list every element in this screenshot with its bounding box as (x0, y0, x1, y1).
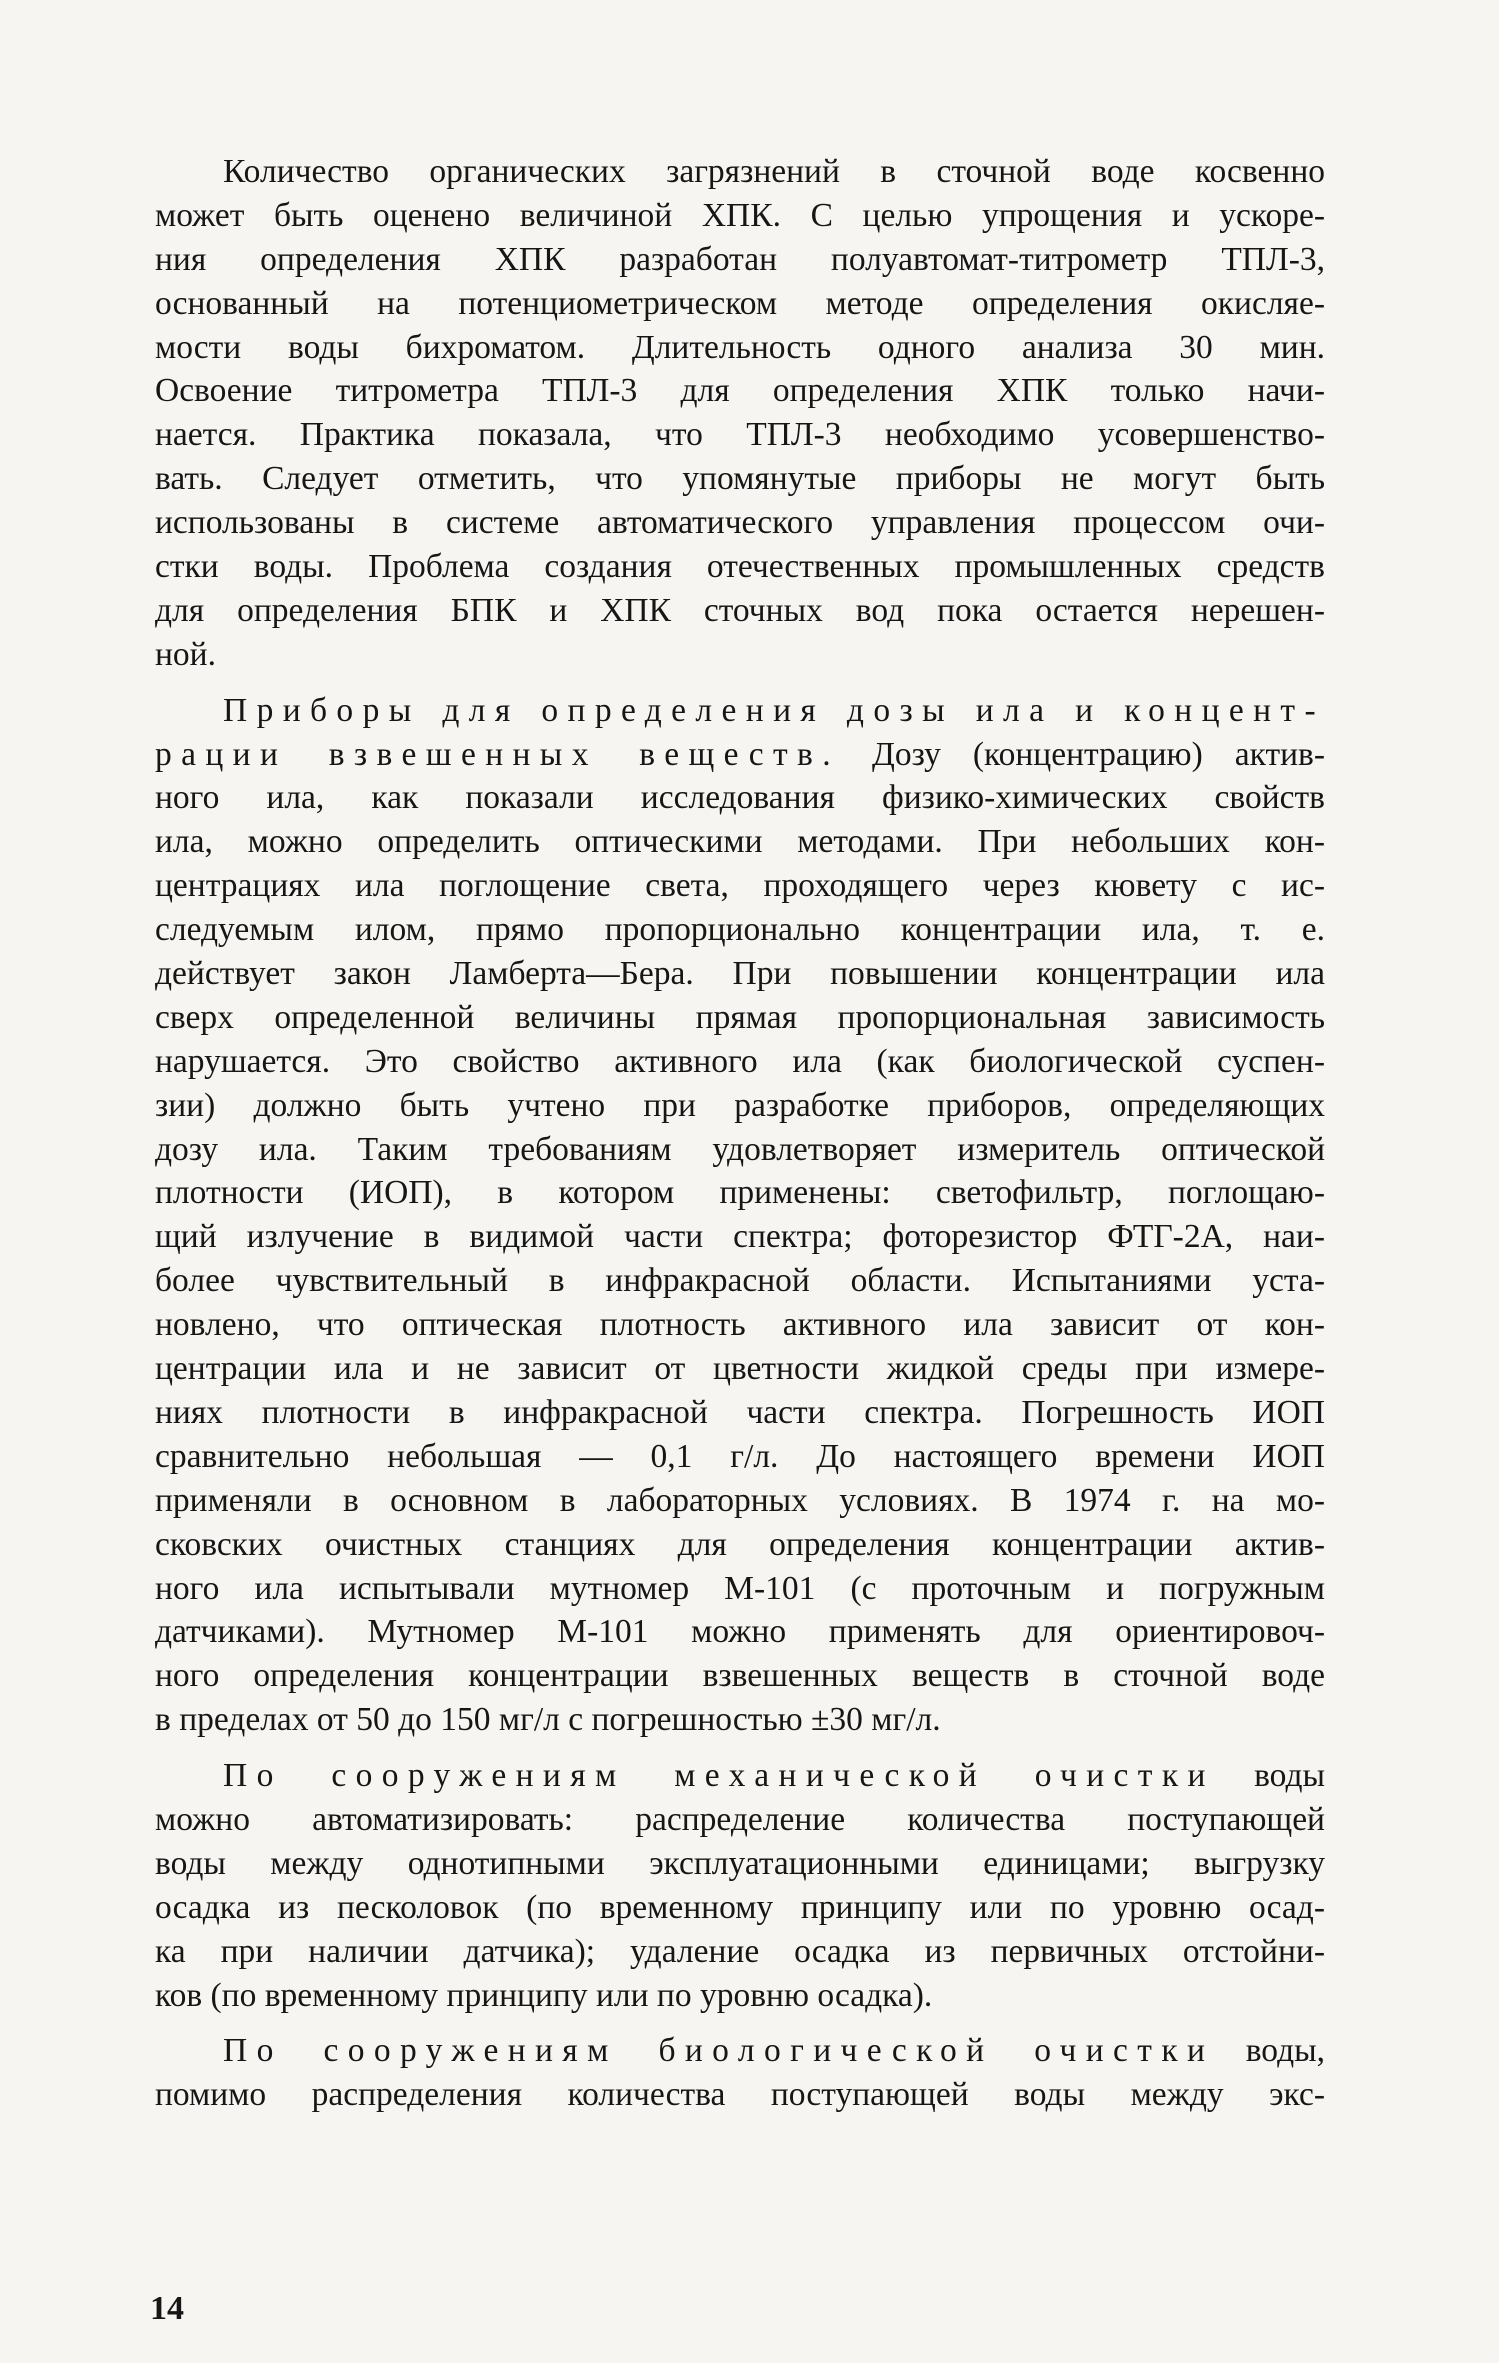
text-line: основанный на потенциометрическом методе определения окисляе- (155, 284, 1325, 322)
text-line: действует закон Ламберта—Бера. При повышении концентрации ила (155, 955, 1325, 993)
text-line: вать. Следует отметить, что упомянутые приборы не могут быть (155, 460, 1325, 498)
text-line: использованы в системе автоматического управления процессом очи- (155, 504, 1325, 542)
text-line: ния определения ХПК разработан полуавтомат-титрометр ТПЛ-3, (155, 240, 1325, 278)
text-line: датчиками). Мутномер М-101 можно применять для ориентировоч- (155, 1613, 1325, 1651)
text-line: для определения БПК и ХПК сточных вод пока остается нерешен- (155, 591, 1325, 629)
text-line: ниях плотности в инфракрасной части спектра. Погрешность ИОП (155, 1393, 1325, 1431)
page-number: 14 (150, 2290, 184, 2327)
text-line: помимо распределения количества поступающей воды между экс- (155, 2076, 1325, 2114)
text-line: Количество органических загрязнений в сточной воде косвенно (223, 153, 1325, 190)
text-line (155, 733, 1325, 777)
text-line: мости воды бихроматом. Длительность одного анализа 30 мин. (155, 328, 1325, 366)
text-line: сравнительно небольшая — 0,1 г/л. До настоящего времени ИОП (155, 1437, 1325, 1475)
text-line: сверх определенной величины прямая пропорциональная зависимость (155, 998, 1325, 1036)
text-line: более чувствительный в инфракрасной области. Испытаниями уста- (155, 1262, 1325, 1300)
text-line: центрации ила и не зависит от цветности жидкой среды при измере- (155, 1350, 1325, 1388)
text-line: нарушается. Это свойство активного ила (как биологической суспен- (155, 1042, 1325, 1080)
text-line: плотности (ИОП), в котором применены: светофильтр, поглощаю- (155, 1174, 1325, 1212)
text-line: нается. Практика показала, что ТПЛ-3 необходимо усовершенство- (155, 416, 1325, 454)
text-line: сковских очистных станциях для определения концентрации актив- (155, 1525, 1325, 1563)
text-line: применяли в основном в лабораторных условиях. В 1974 г. на мо- (155, 1481, 1325, 1519)
section-heading: Приборы для определения дозы ила и концент- (223, 691, 1325, 729)
text-line: в пределах от 50 до 150 мг/л с погрешностью ±30 мг/л. (155, 1701, 941, 1739)
text-line (155, 2029, 1325, 2073)
text-line: дозу ила. Таким требованиям удовлетворяет измеритель оптической (155, 1130, 1325, 1168)
text-line: ила, можно определить оптическими методами. При небольших кон- (155, 823, 1325, 861)
text-fragment: воды (1254, 1757, 1325, 1795)
text-line: следуемым илом, прямо пропорционально концентрации ила, т. е. (155, 911, 1325, 949)
page-body (155, 150, 1325, 2117)
section-heading: По сооружениям биологической очистки (223, 2032, 1215, 2070)
text-line: щий излучение в видимой части спектра; фоторезистор ФТГ-2А, наи- (155, 1218, 1325, 1256)
text-line (155, 1754, 1325, 1798)
text-line: центрациях ила поглощение света, проходящего через кювету с ис- (155, 867, 1325, 905)
text-line: зии) должно быть учтено при разработке приборов, определяющих (155, 1086, 1325, 1124)
text-line: ной. (155, 635, 216, 673)
text-line: можно автоматизировать: распределение количества поступающей (155, 1800, 1325, 1838)
text-line: ного определения концентрации взвешенных веществ в сточной воде (155, 1657, 1325, 1695)
text-line: ка при наличии датчика); удаление осадка из первичных отстойни- (155, 1932, 1325, 1970)
text-fragment: Дозу (концентрацию) актив- (872, 735, 1325, 773)
text-line: ного ила испытывали мутномер М-101 (с проточным и погружным (155, 1569, 1325, 1607)
text-line: ков (по временному принципу или по уровню осадка). (155, 1976, 933, 2014)
text-line: новлено, что оптическая плотность активного ила зависит от кон- (155, 1306, 1325, 1344)
text-line: осадка из песколовок (по временному принципу или по уровню осад- (155, 1888, 1325, 1926)
text-line: ного ила, как показали исследования физико-химических свойств (155, 779, 1325, 817)
section-heading-continued: рации взвешенных веществ. (155, 735, 840, 773)
text-line: может быть оценено величиной ХПК. С целью упрощения и ускоре- (155, 196, 1325, 234)
text-line: стки воды. Проблема создания отечественных промышленных средств (155, 548, 1325, 586)
text-line: воды между однотипными эксплуатационными единицами; выгрузку (155, 1844, 1325, 1882)
section-heading: По сооружениям механической очистки (223, 1757, 1215, 1795)
text-fragment: воды, (1245, 2032, 1325, 2070)
text-line: Освоение титрометра ТПЛ-3 для определения ХПК только начи- (155, 372, 1325, 410)
